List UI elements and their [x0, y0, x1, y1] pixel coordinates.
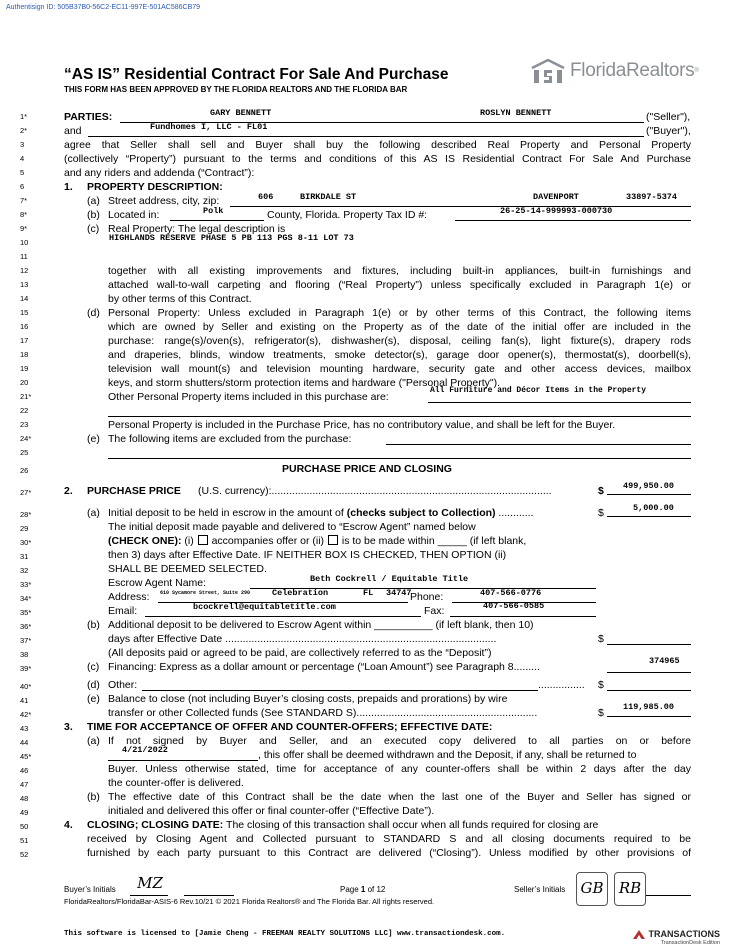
initial-deposit[interactable]: 5,000.00	[633, 503, 674, 513]
line-number: 1*	[20, 112, 28, 121]
page-number	[340, 885, 385, 894]
line-number: 18	[20, 350, 29, 359]
line-number: 5	[20, 168, 25, 177]
line-39: Financing: Express as a dollar amount or percentage (“Loan Amount”) see Paragraph 8.........	[108, 661, 540, 673]
line-44: If not signed by Buyer and Seller, and an executed copy delivered to all parties on or before	[108, 735, 691, 747]
line-number: 2*	[20, 126, 28, 135]
buyer-initials-label: Buyer’s Initials	[64, 885, 116, 894]
dollar-sign: $	[598, 485, 604, 497]
line-number: 4	[20, 154, 25, 163]
legal-label: Real Property: The legal description is	[108, 223, 286, 235]
section-2-number: 2.	[64, 485, 73, 497]
other-amount-line[interactable]	[607, 678, 691, 691]
financing-amount[interactable]: 374965	[649, 656, 680, 666]
item-d-marker: (d)	[87, 307, 100, 319]
item-c-marker: (c)	[87, 223, 100, 235]
line-number: 45*	[20, 752, 32, 761]
line-23: Personal Property is included in the Purchase Price, has no contributory value, and shall be left for the Buyer.	[108, 419, 616, 431]
item-a-marker: (a)	[87, 195, 100, 207]
line-number: 19	[20, 364, 29, 373]
section-1-title: PROPERTY DESCRIPTION:	[87, 181, 223, 193]
line-30	[108, 534, 526, 548]
seller-initials-2[interactable]: RB	[614, 872, 646, 906]
additional-deposit-line[interactable]	[607, 632, 691, 645]
line-number: 42*	[20, 710, 32, 719]
line-number: 44	[20, 738, 29, 747]
street-label: Street address, city, zip:	[108, 195, 220, 207]
line-29: The initial deposit made payable and delivered to “Escrow Agent” named below	[108, 521, 476, 533]
seller-initials-line[interactable]	[646, 883, 691, 896]
escrow-street[interactable]: 610 Sycamore Street, Suite 290	[160, 590, 251, 596]
line-number: 49	[20, 808, 29, 817]
seller-initials-1[interactable]: GB	[576, 872, 608, 906]
zip[interactable]: 33897-5374	[626, 192, 678, 202]
acceptance-date[interactable]: 4/21/2022	[122, 745, 168, 755]
item-d-marker: (d)	[87, 679, 100, 691]
page-prefix: Page	[340, 885, 361, 894]
line-51: received by Closing Agent and Collected pursuant to STANDARD S and all closing documents required to be	[87, 833, 691, 845]
item-a-marker: (a)	[87, 507, 100, 519]
line-number: 52	[20, 850, 29, 859]
dollar-sign: $	[598, 707, 604, 719]
line-38: (All deposits paid or agreed to be paid, are collectively referred to as the “Deposit”)	[108, 647, 492, 659]
street-name[interactable]: BIRKDALE ST	[300, 192, 357, 202]
line-number: 3	[20, 140, 25, 149]
transactiondesk-edition: TransactionDesk Edition	[660, 940, 720, 946]
dollar-sign: $	[598, 679, 604, 691]
item-c-marker: (c)	[87, 661, 100, 673]
intro-line-3: agree that Seller shall sell and Buyer shall buy the following described Real Property and Personal Property	[64, 139, 691, 151]
line-number: 33*	[20, 580, 32, 589]
logo-registered-mark: ®	[694, 68, 699, 74]
line-number: 23	[20, 420, 29, 429]
line-24: The following items are excluded from the purchase:	[108, 433, 352, 445]
line-number: 43	[20, 724, 29, 733]
line-number: 7*	[20, 196, 28, 205]
buyer-suffix: ("Buyer"),	[646, 125, 691, 137]
line-number: 46	[20, 766, 29, 775]
florida-realtors-logo	[530, 58, 699, 84]
line-20: keys, and storm shutters/storm protection items and hardware ("Personal Property").	[108, 377, 501, 389]
line-18: and draperies, blinds, window treatments, smoke detector(s), garage door opener(s), thermostat(s), doorbell(s),	[108, 349, 691, 361]
line-45: , this offer shall be deemed withdrawn and the Deposit, if any, shall be returned to	[258, 749, 637, 761]
escrow-zip[interactable]: 34747	[386, 588, 412, 598]
line-number: 15	[20, 308, 29, 317]
days-text: is to be made within _____ (if left blank,	[338, 535, 527, 547]
item-a-marker: (a)	[87, 735, 100, 747]
excluded-items-line[interactable]	[386, 432, 691, 445]
balance-to-close[interactable]: 119,985.00	[623, 702, 675, 712]
line-41: Balance to close (not including Buyer’s closing costs, prepaids and prorations) by wire	[108, 693, 508, 705]
escrow-name-label: Escrow Agent Name:	[108, 577, 207, 589]
line-50	[87, 818, 691, 832]
line-28	[108, 506, 533, 520]
form-title: “AS IS” Residential Contract For Sale And Purchase	[64, 66, 449, 83]
line-number: 34*	[20, 594, 32, 603]
line-number: 32	[20, 566, 29, 575]
buyer-initials[interactable]: MZ	[137, 874, 163, 892]
dollar-sign: $	[598, 507, 604, 519]
line-number: 51	[20, 836, 29, 845]
line-number: 48	[20, 794, 29, 803]
line-number: 47	[20, 780, 29, 789]
line-number: 36*	[20, 622, 32, 631]
transactions-logo-text: TRANSACTIONS	[648, 929, 720, 939]
line-number: 31	[20, 552, 29, 561]
line-number: 50	[20, 822, 29, 831]
line-16: which are owned by Seller and existing on the Property as of the date of the initial offer are included in the	[108, 321, 691, 333]
tax-id[interactable]: 26-25-14-999993-000730	[500, 206, 613, 216]
purchase-price-heading: PURCHASE PRICE AND CLOSING	[282, 463, 452, 475]
item-b-marker: (b)	[87, 619, 100, 631]
option-i-checkbox[interactable]	[198, 535, 208, 545]
address-label: Address:	[108, 591, 150, 603]
purchase-price[interactable]: 499,950.00	[623, 481, 675, 491]
transactions-roof-icon	[632, 928, 646, 940]
section-2-title: PURCHASE PRICE	[87, 485, 181, 497]
line-37: days after Effective Date .............................................................................................	[108, 633, 497, 645]
line-number: 14	[20, 294, 29, 303]
line-number: 26	[20, 466, 29, 475]
seller-suffix: ("Seller"),	[646, 111, 691, 123]
item-e-marker: (e)	[87, 693, 100, 705]
license-notice: This software is licensed to [Jamie Cheng - FREEMAN REALTY SOLUTIONS LLC] www.transactiondesk.com.	[64, 930, 506, 938]
line-number: 12	[20, 266, 29, 275]
personal-items[interactable]: All Furniture and Décor Items in the Property	[430, 386, 647, 395]
intro-line-4: (collectively “Property”) pursuant to the terms and conditions of this AS IS Residential Contract For Sale And Purchase	[64, 153, 691, 165]
line-number: 27*	[20, 488, 32, 497]
form-subtitle: THIS FORM HAS BEEN APPROVED BY THE FLORIDA REALTORS AND THE FLORIDA BAR	[64, 85, 408, 94]
line-number: 11	[20, 252, 28, 261]
initial-deposit-text: Initial deposit to be held in escrow in the amount of	[108, 507, 344, 519]
email-label: Email:	[108, 605, 138, 617]
line-number: 8*	[20, 210, 28, 219]
item-b-marker: (b)	[87, 209, 100, 221]
line-number: 24*	[20, 434, 32, 443]
intro-line-5: and any riders and addenda (“Contract”):	[64, 167, 255, 179]
other-dots: ................	[538, 679, 585, 691]
line-number: 6	[20, 182, 25, 191]
line-number: 21*	[20, 392, 32, 401]
line-17: purchase: range(s)/oven(s), refrigerator(s), dishwasher(s), disposal, ceiling fan(s), light fixture(s), drapery rods	[108, 335, 691, 347]
city[interactable]: DAVENPORT	[533, 192, 579, 202]
dots: ............	[495, 507, 534, 519]
county-tax-label: County, Florida. Property Tax ID #:	[267, 209, 428, 221]
authentisign-id: Authentisign ID: 505B37B0-56C2-EC11-997E-501AC586CB79	[6, 4, 201, 11]
line-32: SHALL BE DEEMED SELECTED.	[108, 563, 267, 575]
escrow-email[interactable]: bcockrell@equitabletitle.com	[193, 602, 336, 612]
page-total: of 12	[365, 885, 386, 894]
logo-text: FloridaRealtors	[570, 60, 695, 81]
seller-name-1[interactable]: GARY BENNETT	[210, 108, 272, 118]
and-label: and	[64, 125, 82, 137]
line-52: furnished by each party pursuant to this Contract are delivered (“Closing”). Unless modified by other provisions of	[87, 847, 691, 859]
line-number: 37*	[20, 636, 32, 645]
form-copyright: FloridaRealtors/FloridaBar-ASIS-6 Rev.10/21 © 2021 Florida Realtors® and The Florida Bar. All rights reserved.	[64, 897, 435, 906]
line-number: 17	[20, 336, 29, 345]
line-number: 30*	[20, 538, 32, 547]
check-one-label: (CHECK ONE):	[108, 535, 182, 547]
other-line[interactable]	[142, 678, 538, 691]
line-31: then 3) days after Effective Date. IF NEITHER BOX IS CHECKED, THEN OPTION (ii)	[108, 549, 507, 561]
line-number: 29	[20, 524, 29, 533]
seller-initials-label: Seller’s Initials	[514, 885, 566, 894]
buyer-initials-line-2[interactable]	[184, 883, 234, 896]
excluded-items-line-2[interactable]	[108, 446, 691, 459]
line-14: by other terms of this Contract.	[108, 293, 252, 305]
option-ii-checkbox[interactable]	[328, 535, 338, 545]
line-number: 25	[20, 448, 29, 457]
county[interactable]: Polk	[203, 206, 224, 216]
section-4-title: CLOSING; CLOSING DATE:	[87, 819, 224, 831]
line-number: 13	[20, 280, 29, 289]
line-number: 35*	[20, 608, 32, 617]
transactions-logo	[632, 928, 721, 946]
line-number: 22	[20, 406, 29, 415]
line-46: Buyer. Unless otherwise stated, time for acceptance of any counter-offers shall be within 2 days after the day	[108, 763, 691, 775]
phone-label: Phone:	[410, 591, 444, 603]
section-3-number: 3.	[64, 721, 73, 733]
located-in-label: Located in:	[108, 209, 160, 221]
line-12: together with all existing improvements and fixtures, including built-in appliances, built-in furnishings and	[108, 265, 691, 277]
escrow-state[interactable]: FL	[363, 588, 374, 598]
item-e-marker: (e)	[87, 433, 100, 445]
realtors-logo-icon	[530, 58, 566, 84]
line-49: initialed and delivered this offer or final counter-offer (“Effective Date”).	[108, 805, 435, 817]
line-number: 39*	[20, 664, 32, 673]
section-4-number: 4.	[64, 819, 73, 831]
street-number[interactable]: 606	[258, 192, 274, 202]
seller-name-2[interactable]: ROSLYN BENNETT	[480, 108, 552, 118]
buyer-name[interactable]: Fundhomes I, LLC - FL01	[150, 122, 268, 132]
line-50-text: The closing of this transaction shall occur when all funds required for closing are	[223, 819, 599, 831]
other-label: Other:	[108, 679, 138, 691]
line-number: 20	[20, 378, 29, 387]
option-i-label: (i)	[181, 535, 197, 547]
line-number: 9*	[20, 224, 28, 233]
escrow-name[interactable]: Beth Cockrell / Equitable Title	[310, 574, 469, 584]
personal-items-line-2[interactable]	[108, 404, 691, 417]
section-2-currency: (U.S. currency):................................................................................................	[198, 485, 552, 497]
escrow-fax[interactable]: 407-566-0585	[483, 601, 545, 611]
legal-description[interactable]: HIGHLANDS RESERVE PHASE 5 PB 113 PGS 8-11 LOT 73	[109, 233, 354, 243]
fax-label: Fax:	[424, 605, 445, 617]
line-number: 40*	[20, 682, 32, 691]
parties-label: PARTIES:	[64, 111, 113, 123]
section-3-title: TIME FOR ACCEPTANCE OF OFFER AND COUNTER-OFFERS; EFFECTIVE DATE:	[87, 721, 493, 733]
line-number: 28*	[20, 510, 32, 519]
line-number: 16	[20, 322, 29, 331]
checks-subject-text: (checks subject to Collection)	[346, 507, 496, 519]
line-42: transfer or other Collected funds (See STANDARD S)..............................................................	[108, 707, 538, 719]
line-number: 38	[20, 650, 29, 659]
accompanies-offer-text: accompanies offer or (ii)	[208, 535, 327, 547]
line-15: Personal Property: Unless excluded in Paragraph 1(e) or by other terms of this Contract, the following items	[108, 307, 691, 319]
current-page: 1	[360, 885, 366, 894]
escrow-phone[interactable]: 407-566-0776	[480, 588, 542, 598]
line-48: The effective date of this Contract shall be the date when the last one of the Buyer and Seller has signed or	[108, 791, 691, 803]
line-13: attached wall-to-wall carpeting and flooring (“Real Property”) unless specifically excluded in Paragraph 1(e) or	[108, 279, 691, 291]
item-b-marker: (b)	[87, 791, 100, 803]
line-47: the counter-offer is delivered.	[108, 777, 244, 789]
escrow-city[interactable]: Celebration	[272, 588, 329, 598]
line-number: 10	[20, 238, 29, 247]
line-number: 41	[20, 696, 29, 705]
section-1-number: 1.	[64, 181, 73, 193]
line-36: Additional deposit to be delivered to Escrow Agent within __________ (if left blank, then 10)	[108, 619, 534, 631]
line-19: television wall mount(s) and television mounting hardware, security gate and other access devices, mailbox	[108, 363, 691, 375]
dollar-sign: $	[598, 633, 604, 645]
line-21: Other Personal Property items included in this purchase are:	[108, 391, 389, 403]
